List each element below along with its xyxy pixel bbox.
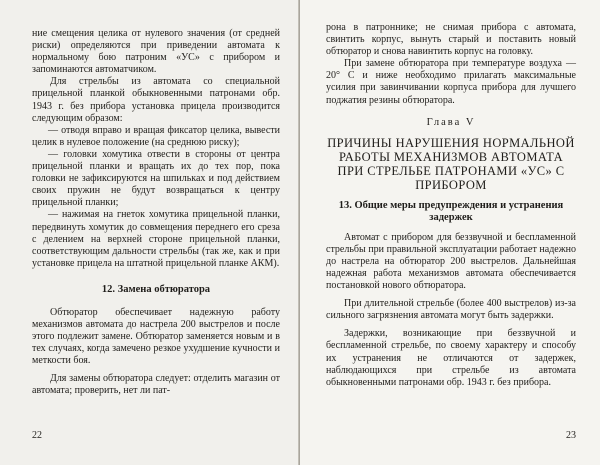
left-paragraph-3: — отводя вправо и вращая фиксатор целика, вывести целик в нулевое положение (на среднюю риску); bbox=[32, 124, 280, 148]
right-paragraph-4: При длительной стрельбе (более 400 выстрелов) из-за сильного загрязнения автомата могут быть задержки. bbox=[326, 298, 576, 322]
section-13-heading: 13. Общие меры предупреждения и устранения задержек bbox=[338, 199, 564, 224]
left-paragraph-2: Для стрельбы из автомата со специальной прицельной планкой обыкновенными патронами обр. 1943 г. без прибора установка прицела производится следующим образом: bbox=[32, 76, 280, 124]
right-paragraph-1: рона в патроннике; не снимая прибора с автомата, свинтить корпус, вынуть старый и поставить новый обтюратор и снова навинтить корпус на головку. bbox=[326, 22, 576, 58]
right-paragraph-5: Задержки, возникающие при беззвучной и беспламенной стрельбе, по своему характеру и способу их устранения не отличаются от задержек, наблюдающихся при стрельбе из автомата обыкновенными патронами обр. 1943 г. без прибора. bbox=[326, 328, 576, 388]
section-12-heading: 12. Замена обтюратора bbox=[101, 283, 211, 295]
right-paragraph-2: При замене обтюратора при температуре воздуха — 20° С и ниже необходимо прилагать максимальные усилия при завинчивании корпуса прибора для лучшего поджатия резины обтюратора. bbox=[326, 58, 576, 106]
right-page-number: 23 bbox=[566, 430, 576, 441]
right-paragraph-3: Автомат с прибором для беззвучной и беспламенной стрельбы при правильной эксплуатации работает надежно до настрела на обтюратор 200 выстрелов. Дальнейшая надежная работа механизмов автомата обеспечивается постановкой нового обтюратора. bbox=[326, 231, 576, 292]
right-page bbox=[300, 0, 600, 465]
chapter-label: Глава V bbox=[426, 116, 476, 128]
left-paragraph-7: Для замены обтюратора следует: отделить магазин от автомата; проверить, нет ли пат- bbox=[32, 373, 280, 397]
left-paragraph-1: ние смещения целика от нулевого значения (от средней риски) определяются при приведении автомата к нормальному бою патроним «УС» с прибором и запоминаются автоматчиком. bbox=[32, 28, 280, 76]
left-page-number: 22 bbox=[32, 430, 42, 441]
left-paragraph-5: — нажимая на гнеток хомутика прицельной планки, передвинуть хомутик до совмещения переднего его среза с делением на верхней стороне прицельной планки, соответствующим дальности стрельбы (так же, как и при установке прицела на штатной прицельной планке АКМ). bbox=[32, 209, 280, 269]
left-paragraph-6: Обтюратор обеспечивает надежную работу механизмов автомата до настрела 200 выстрелов и после этого подлежит замене. Обтюратор заменяется новым и в тех случаях, когда замечено резкое ухудшение кучности и меткости боя. bbox=[32, 306, 280, 367]
left-paragraph-4: — головки хомутика отвести в стороны от центра прицельной планки и вращать их до тех пор, пока головки не зафиксируются на шпильках и под действием своих пружин не будут возвращаться к центру прицельной планки; bbox=[32, 148, 280, 209]
chapter-title: ПРИЧИНЫ НАРУШЕНИЯ НОРМАЛЬНОЙ РАБОТЫ МЕХАНИЗМОВ АВТОМАТА ПРИ СТРЕЛЬБЕ ПАТРОНАМИ «УС» С ПРИБОРОМ bbox=[327, 135, 575, 192]
